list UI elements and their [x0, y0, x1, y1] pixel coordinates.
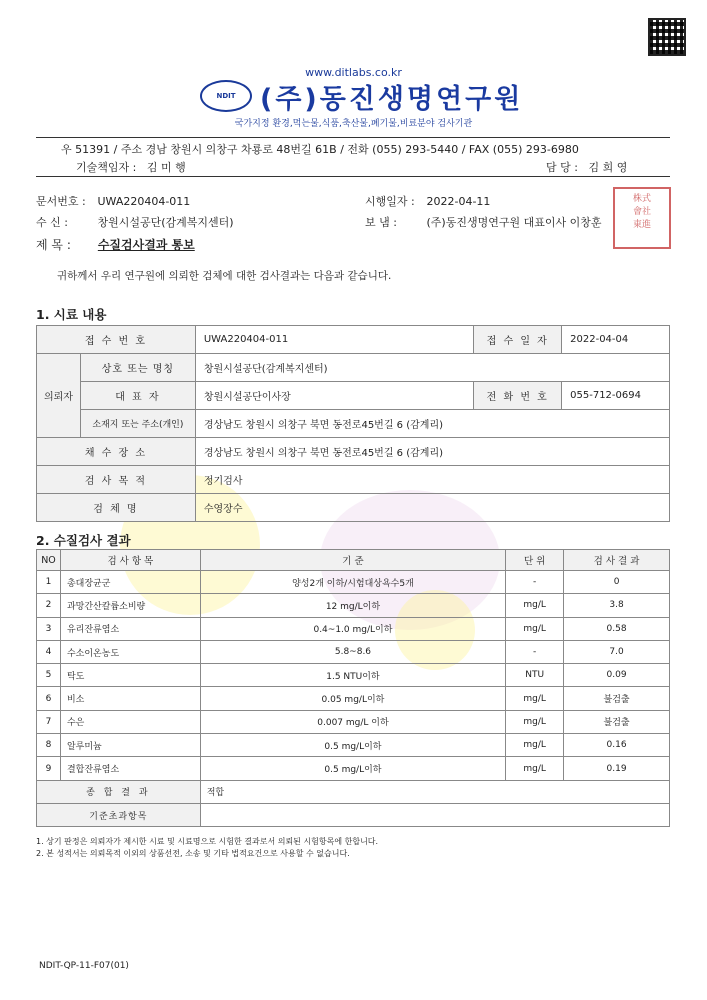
row-result: 0.58 — [564, 617, 670, 640]
site-label: 채 수 장 소 — [37, 438, 196, 466]
row-result: 0 — [564, 571, 670, 594]
receipt-date: 2022-04-04 — [562, 326, 670, 354]
receipt-no-label: 접 수 번 호 — [37, 326, 196, 354]
header-standard: 기 준 — [200, 550, 505, 571]
exceed-value — [200, 803, 669, 826]
doc-number: 문서번호 : UWA220404-011 — [36, 195, 191, 208]
row-item: 수은 — [60, 710, 200, 733]
company-label: 상호 또는 명칭 — [80, 354, 195, 382]
subject: 제 목 : 수질검사결과 통보 — [36, 238, 195, 252]
charge-name: 김 희 영 — [588, 161, 628, 174]
sender: 보 냄 : (주)동진생명연구원 대표이사 이창훈 — [365, 216, 602, 229]
table-row — [37, 757, 670, 780]
row-item: 유리잔류염소 — [60, 617, 200, 640]
row-standard: 0.5 mg/L이하 — [200, 757, 505, 780]
notes — [36, 836, 378, 860]
row-no: 3 — [37, 617, 61, 640]
row-no: 6 — [37, 687, 61, 710]
row-unit: mg/L — [506, 594, 564, 617]
row-no: 2 — [37, 594, 61, 617]
row-item: 탁도 — [60, 664, 200, 687]
note-1: 1. 상기 판정은 의뢰자가 제시한 시료 및 시료명으로 시험한 결과로서 의뢰된 시험항목에 한합니다. — [36, 837, 379, 846]
rep-label: 대 표 자 — [80, 382, 195, 410]
row-result: 불검출 — [564, 710, 670, 733]
row-unit: mg/L — [506, 757, 564, 780]
row-no: 1 — [37, 571, 61, 594]
client-label: 의뢰자 — [37, 354, 81, 438]
website-url: www.ditlabs.co.kr — [305, 66, 402, 79]
exceed-label: 기준초과항목 — [37, 803, 201, 826]
person-in-charge — [546, 159, 627, 175]
table-row — [37, 710, 670, 733]
recipient: 수 신 : 창원시설공단(감계복지센터) — [36, 216, 234, 229]
row-no: 4 — [37, 640, 61, 663]
row-item: 수소이온농도 — [60, 640, 200, 663]
tech-manager — [76, 159, 186, 175]
table-row — [37, 640, 670, 663]
row-unit: NTU — [506, 664, 564, 687]
header-item: 검 사 항 목 — [60, 550, 200, 571]
tech-name: 김 미 행 — [146, 161, 186, 174]
note-2: 2. 본 성적서는 의뢰목적 이외의 상품선전, 소송 및 기타 법적요건으로 사용할 수 없습니다. — [36, 849, 350, 858]
results-table — [36, 549, 670, 827]
overall-value: 적합 — [200, 780, 669, 803]
exceed-row — [37, 803, 670, 826]
row-no: 8 — [37, 734, 61, 757]
row-standard: 0.007 mg/L 이하 — [200, 710, 505, 733]
row-result: 불검출 — [564, 687, 670, 710]
lab-header — [200, 78, 523, 114]
row-item: 과망간산칼륨소비량 — [60, 594, 200, 617]
address-box — [36, 137, 670, 177]
lab-name: (주)동진생명연구원 — [260, 83, 524, 115]
sample-value: 수영장수 — [195, 494, 669, 522]
phone-label: 전 화 번 호 — [474, 382, 562, 410]
header-unit: 단 위 — [506, 550, 564, 571]
official-seal: 株式 會社 東進 — [613, 187, 671, 249]
row-item: 비소 — [60, 687, 200, 710]
purpose-label: 검 사 목 적 — [37, 466, 196, 494]
row-unit: mg/L — [506, 617, 564, 640]
site-value: 경상남도 창원시 의창구 북면 동전로45번길 6 (감계리) — [195, 438, 669, 466]
row-standard: 0.4~1.0 mg/L이하 — [200, 617, 505, 640]
sample-info-table — [36, 325, 670, 522]
overall-label: 종 합 결 과 — [37, 780, 201, 803]
row-result: 0.09 — [564, 664, 670, 687]
row-unit: - — [506, 571, 564, 594]
row-item: 알루미늄 — [60, 734, 200, 757]
address-value: 경상남도 창원시 의창구 북면 동전로45번길 6 (감계리) — [195, 410, 669, 438]
row-standard: 1.5 NTU이하 — [200, 664, 505, 687]
table-row — [37, 664, 670, 687]
lab-tagline: 국가지정 환경,먹는물,식품,축산물,폐기물,비료분야 검사기관 — [234, 119, 473, 129]
address-line: 우 51391 / 주소 경남 창원시 의창구 차룡로 48번길 61B / 전화 (055) 293-5440 / FAX (055) 293-6980 — [61, 143, 579, 156]
issue-date: 시행일자 : 2022-04-11 — [365, 195, 491, 208]
header-result: 검 사 결 과 — [564, 550, 670, 571]
table-row — [37, 594, 670, 617]
row-unit: mg/L — [506, 734, 564, 757]
table-row — [37, 687, 670, 710]
address-label: 소재지 또는 주소(개인) — [80, 410, 195, 438]
form-code: NDIT-QP-11-F07(01) — [39, 961, 129, 971]
phone-value: 055-712-0694 — [562, 382, 670, 410]
sample-label: 검 체 명 — [37, 494, 196, 522]
row-no: 7 — [37, 710, 61, 733]
qr-code — [648, 18, 686, 56]
row-result: 0.16 — [564, 734, 670, 757]
row-item: 결합잔류염소 — [60, 757, 200, 780]
header-no: NO — [37, 550, 61, 571]
table-row — [37, 734, 670, 757]
row-result: 0.19 — [564, 757, 670, 780]
purpose-value: 정기검사 — [195, 466, 669, 494]
row-standard: 양성2개 이하/시험대상욕수5개 — [200, 571, 505, 594]
charge-label: 담 당 : — [546, 161, 578, 174]
row-standard: 0.5 mg/L이하 — [200, 734, 505, 757]
section1-title: 1. 시료 내용 — [36, 307, 107, 322]
receipt-no: UWA220404-011 — [195, 326, 473, 354]
row-standard: 0.05 mg/L이하 — [200, 687, 505, 710]
row-item: 총대장균군 — [60, 571, 200, 594]
results-header-row — [37, 550, 670, 571]
row-standard: 5.8~8.6 — [200, 640, 505, 663]
receipt-date-label: 접 수 일 자 — [474, 326, 562, 354]
table-row — [37, 571, 670, 594]
row-no: 9 — [37, 757, 61, 780]
tech-label: 기술책임자 : — [76, 161, 137, 174]
row-unit: mg/L — [506, 710, 564, 733]
row-result: 7.0 — [564, 640, 670, 663]
rep-name: 창원시설공단이사장 — [195, 382, 473, 410]
row-result: 3.8 — [564, 594, 670, 617]
intro-text: 귀하께서 우리 연구원에 의뢰한 검체에 대한 검사결과는 다음과 같습니다. — [57, 270, 392, 282]
row-standard: 12 mg/L이하 — [200, 594, 505, 617]
row-unit: - — [506, 640, 564, 663]
table-row — [37, 617, 670, 640]
overall-row — [37, 780, 670, 803]
lab-logo: NDIT — [200, 80, 252, 112]
row-no: 5 — [37, 664, 61, 687]
row-unit: mg/L — [506, 687, 564, 710]
section2-title: 2. 수질검사 결과 — [36, 533, 131, 548]
company-name: 창원시설공단(감계복지센터) — [195, 354, 669, 382]
